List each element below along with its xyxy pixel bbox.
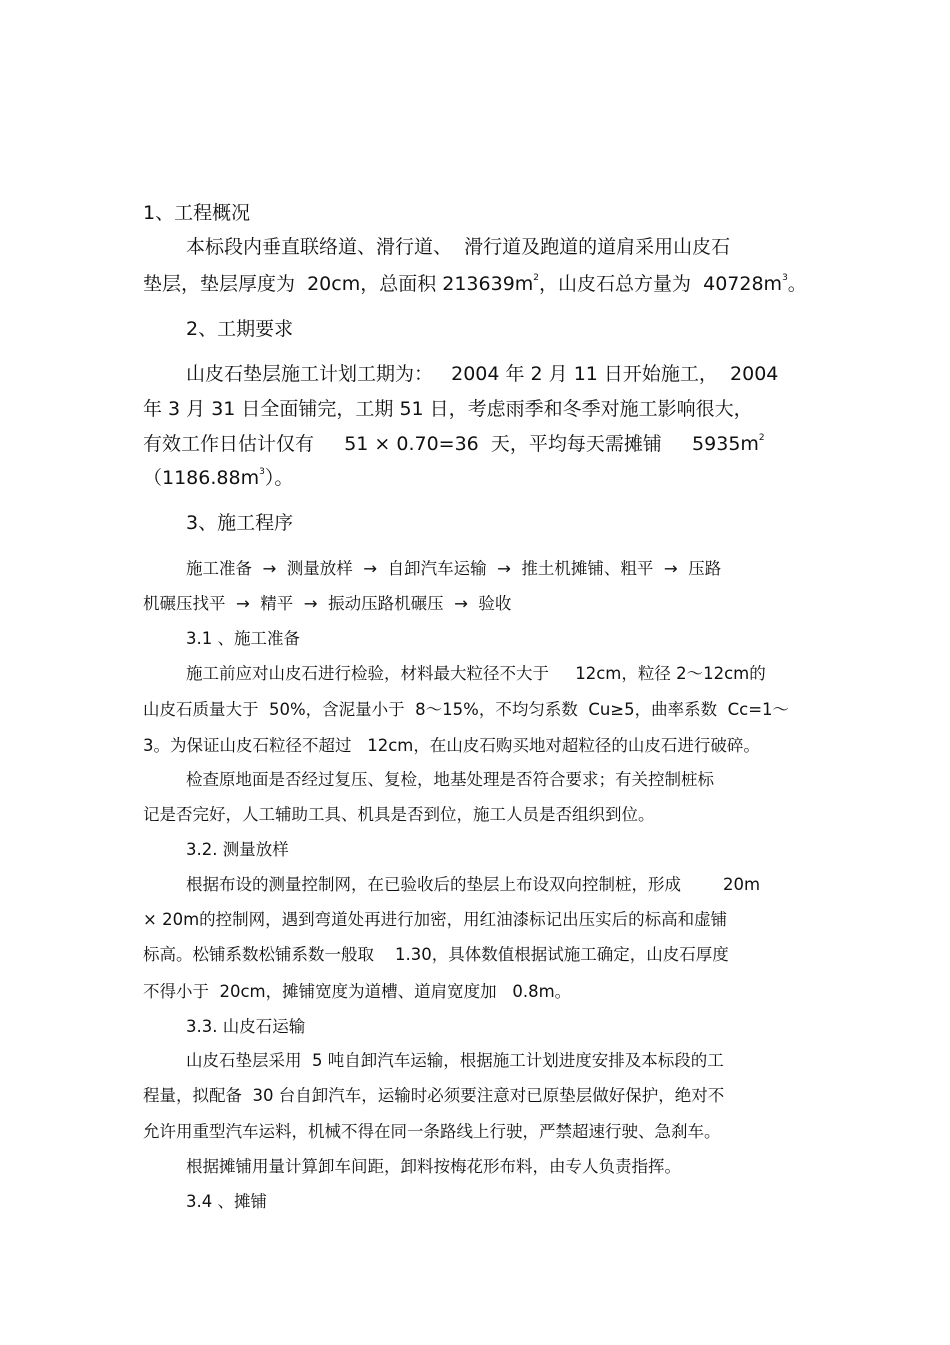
paragraph-line: 根据布设的测量控制网，在已验收后的垫层上布设双向控制桩，形成 20m (186, 875, 761, 894)
paragraph-line: 本标段内垂直联络道、滑行道、 滑行道及跑道的道肩采用山皮石 (186, 236, 731, 258)
paragraph-line: 年 3 月 31 日全面铺完，工期 51 日，考虑雨季和冬季对施工影响很大， (143, 398, 753, 420)
subsection-heading-3-3: 3.3. 山皮石运输 (186, 1017, 306, 1036)
paragraph-line: 检查原地面是否经过复压、复检，地基处理是否符合要求；有关控制桩标 (186, 770, 714, 789)
paragraph-line: × 20m的控制网，遇到弯道处再进行加密，用红油漆标记出压实后的标高和虚铺 (143, 910, 728, 929)
subsection-heading-3-4: 3.4 、摊铺 (186, 1192, 267, 1211)
subsection-heading-3-2: 3.2. 测量放样 (186, 840, 289, 859)
process-flow-line: 机碾压找平 → 精平 → 振动压路机碾压 → 验收 (143, 594, 512, 613)
section-heading-1: 1、工程概况 (143, 202, 251, 224)
paragraph-line: 山皮石垫层采用 5 吨自卸汽车运输，根据施工计划进度安排及本标段的工 (186, 1051, 724, 1070)
section-heading-3: 3、施工程序 (186, 512, 294, 534)
paragraph-line: 标高。松铺系数松铺系数一般取 1.30，具体数值根据试施工确定，山皮石厚度 (143, 945, 729, 964)
paragraph-line: 垫层，垫层厚度为 20cm，总面积 $213639m^2$，山皮石总方量为 $40728m^3$。 (143, 273, 807, 295)
subsection-heading-3-1: 3.1 、施工准备 (186, 629, 300, 648)
paragraph-line: $(1186.88m^3)$。 (143, 467, 294, 489)
section-heading-2: 2、工期要求 (186, 318, 294, 340)
paragraph-line: 根据摊铺用量计算卸车间距，卸料按梅花形布料，由专人负责指挥。 (186, 1157, 681, 1176)
paragraph-line: 程量，拟配备 30 台自卸汽车，运输时必须要注意对已原垫层做好保护，绝对不 (143, 1086, 725, 1105)
paragraph-line: 3。为保证山皮石粒径不超过 12cm，在山皮石购买地对超粒径的山皮石进行破碎。 (143, 736, 760, 755)
paragraph-line: 允许用重型汽车运料，机械不得在同一条路线上行驶，严禁超速行驶、急刹车。 (143, 1122, 721, 1141)
paragraph-line: 不得小于 20cm，摊铺宽度为道槽、道肩宽度加 0.8m。 (143, 982, 572, 1001)
paragraph-line: 山皮石质量大于 50%，含泥量小于 8～15%，不均匀系数 Cu≥5，曲率系数 Cc=1～ (143, 700, 790, 719)
process-flow-line: 施工准备 → 测量放样 → 自卸汽车运输 → 推土机摊铺、粗平 → 压路 (186, 559, 722, 578)
paragraph-line: 施工前应对山皮石进行检验，材料最大粒径不大于 12cm，粒径 2～12cm的 (186, 664, 766, 683)
paragraph-line: 记是否完好，人工辅助工具、机具是否到位，施工人员是否组织到位。 (143, 805, 655, 824)
paragraph-line: 山皮石垫层施工计划工期为： 2004 年 2 月 11 日开始施工， 2004 (186, 363, 779, 385)
paragraph-line: 有效工作日估计仅有 51 × 0.70=36 天，平均每天需摊铺 $5935m^2$ (143, 433, 765, 455)
